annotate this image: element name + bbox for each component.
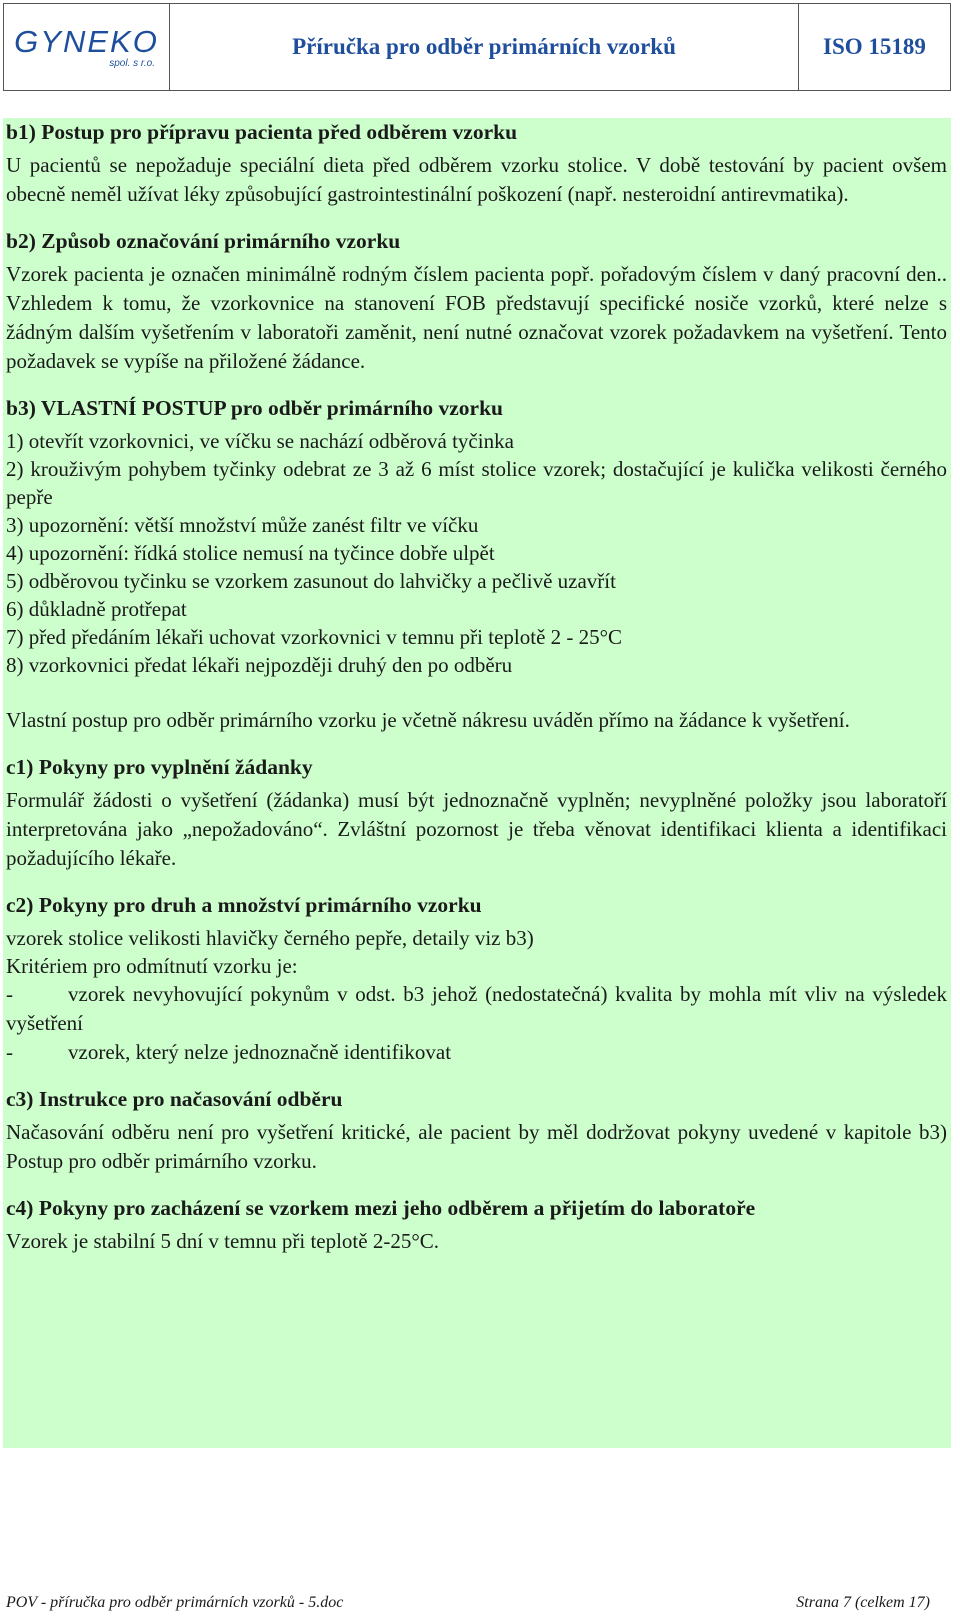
section-heading: b3) VLASTNÍ POSTUP pro odběr primárního vzorku (6, 396, 503, 420)
page-header (3, 3, 951, 91)
step-item: 8) vzorkovnici předat lékaři nejpozději druhý den po odběru (6, 653, 513, 677)
section-text: Vzorek je stabilní 5 dní v temnu při teplotě 2-25°C. (6, 1229, 439, 1253)
footer-page-number: Strana 7 (celkem 17) (796, 1594, 930, 1611)
step-item: 6) důkladně protřepat (6, 597, 187, 621)
criterion-text: vzorek, který nelze jednoznačně identifikovat (68, 1040, 452, 1064)
header-iso-cell (799, 4, 950, 90)
logo-text: GYNEKO (14, 23, 159, 59)
section-c2 (6, 891, 947, 1067)
company-logo (4, 4, 170, 90)
footer-document-name: POV - příručka pro odběr primárních vzorků - 5.doc (6, 1594, 344, 1611)
dash-bullet: - (6, 1040, 13, 1064)
section-heading: b2) Způsob označování primárního vzorku (6, 229, 401, 253)
section-text: U pacientů se nepožaduje speciální dieta před odběrem vzorku stolice. V době testování by pacient ovšem obecně neměl užívat léky způsobující gastrointestinální poškození (např. nesteroidní antirevmatika). (6, 153, 947, 206)
document-title: Příručka pro odběr primárních vzorků (292, 34, 676, 59)
dash-bullet: - (6, 982, 13, 1006)
section-text: vzorek stolice velikosti hlavičky černého pepře, detaily viz b3) (6, 926, 534, 950)
iso-label: ISO 15189 (823, 34, 926, 59)
content-area (3, 118, 951, 1448)
section-heading: b1) Postup pro přípravu pacienta před odběrem vzorku (6, 120, 518, 144)
step-item: 7) před předáním lékaři uchovat vzorkovnici v temnu při teplotě 2 - 25°C (6, 625, 623, 649)
section-b1 (6, 118, 947, 209)
step-item: 2) krouživým pohybem tyčinky odebrat ze 3 až 6 míst stolice vzorek; dostačující je kulička velikosti černého pepře (6, 457, 947, 509)
section-heading: c2) Pokyny pro druh a množství primárního vzorku (6, 893, 482, 917)
section-text: Načasování odběru není pro vyšetření kritické, ale pacient by měl dodržovat pokyny uvedené v kapitole b3) Postup pro odběr primárního vzorku. (6, 1120, 947, 1173)
section-heading: c1) Pokyny pro vyplnění žádanky (6, 755, 313, 779)
section-b2 (6, 227, 947, 376)
step-item: 5) odběrovou tyčinku se vzorkem zasunout do lahvičky a pečlivě uzavřít (6, 569, 616, 593)
section-b3 (6, 394, 947, 735)
step-item: 1) otevřít vzorkovnici, ve víčku se nachází odběrová tyčinka (6, 429, 514, 453)
section-heading: c3) Instrukce pro načasování odběru (6, 1087, 343, 1111)
rejection-criterion (6, 1038, 947, 1067)
header-title-cell (170, 4, 799, 90)
section-text: Kritériem pro odmítnutí vzorku je: (6, 954, 298, 978)
section-note: Vlastní postup pro odběr primárního vzorku je včetně nákresu uváděn přímo na žádance k vyšetření. (6, 708, 850, 732)
section-c3 (6, 1085, 947, 1176)
section-heading: c4) Pokyny pro zacházení se vzorkem mezi jeho odběrem a přijetím do laboratoře (6, 1196, 756, 1220)
section-text: Vzorek pacienta je označen minimálně rodným číslem pacienta popř. pořadovým číslem v daný pracovní den.. Vzhledem k tomu, že vzorkovnice na stanovení FOB představují specifické nosiče vzorků, které nelze s žádným dalším vyšetřením v laboratoři zaměnit, není nutné označovat vzorek požadavkem na vyšetření. Tento požadavek se vypíše na přiložené žádance. (6, 262, 947, 373)
section-c1 (6, 753, 947, 873)
section-text: Formulář žádosti o vyšetření (žádanka) musí být jednoznačně vyplněn; nevyplněné položky jsou laboratoří interpretována jako „nepožadováno“. Zvláštní pozornost je třeba věnovat identifikaci klienta a identifikaci požadujícího lékaře. (6, 788, 947, 870)
section-c4 (6, 1194, 947, 1256)
step-item: 3) upozornění: větší množství může zanést filtr ve víčku (6, 513, 479, 537)
rejection-criterion (6, 980, 947, 1038)
criterion-text: vzorek nevyhovující pokynům v odst. b3 jehož (nedostatečná) kvalita by mohla mít vliv na výsledek vyšetření (6, 982, 947, 1035)
step-item: 4) upozornění: řídká stolice nemusí na tyčince dobře ulpět (6, 541, 495, 565)
logo-subtitle: spol. s r.o. (109, 57, 155, 69)
